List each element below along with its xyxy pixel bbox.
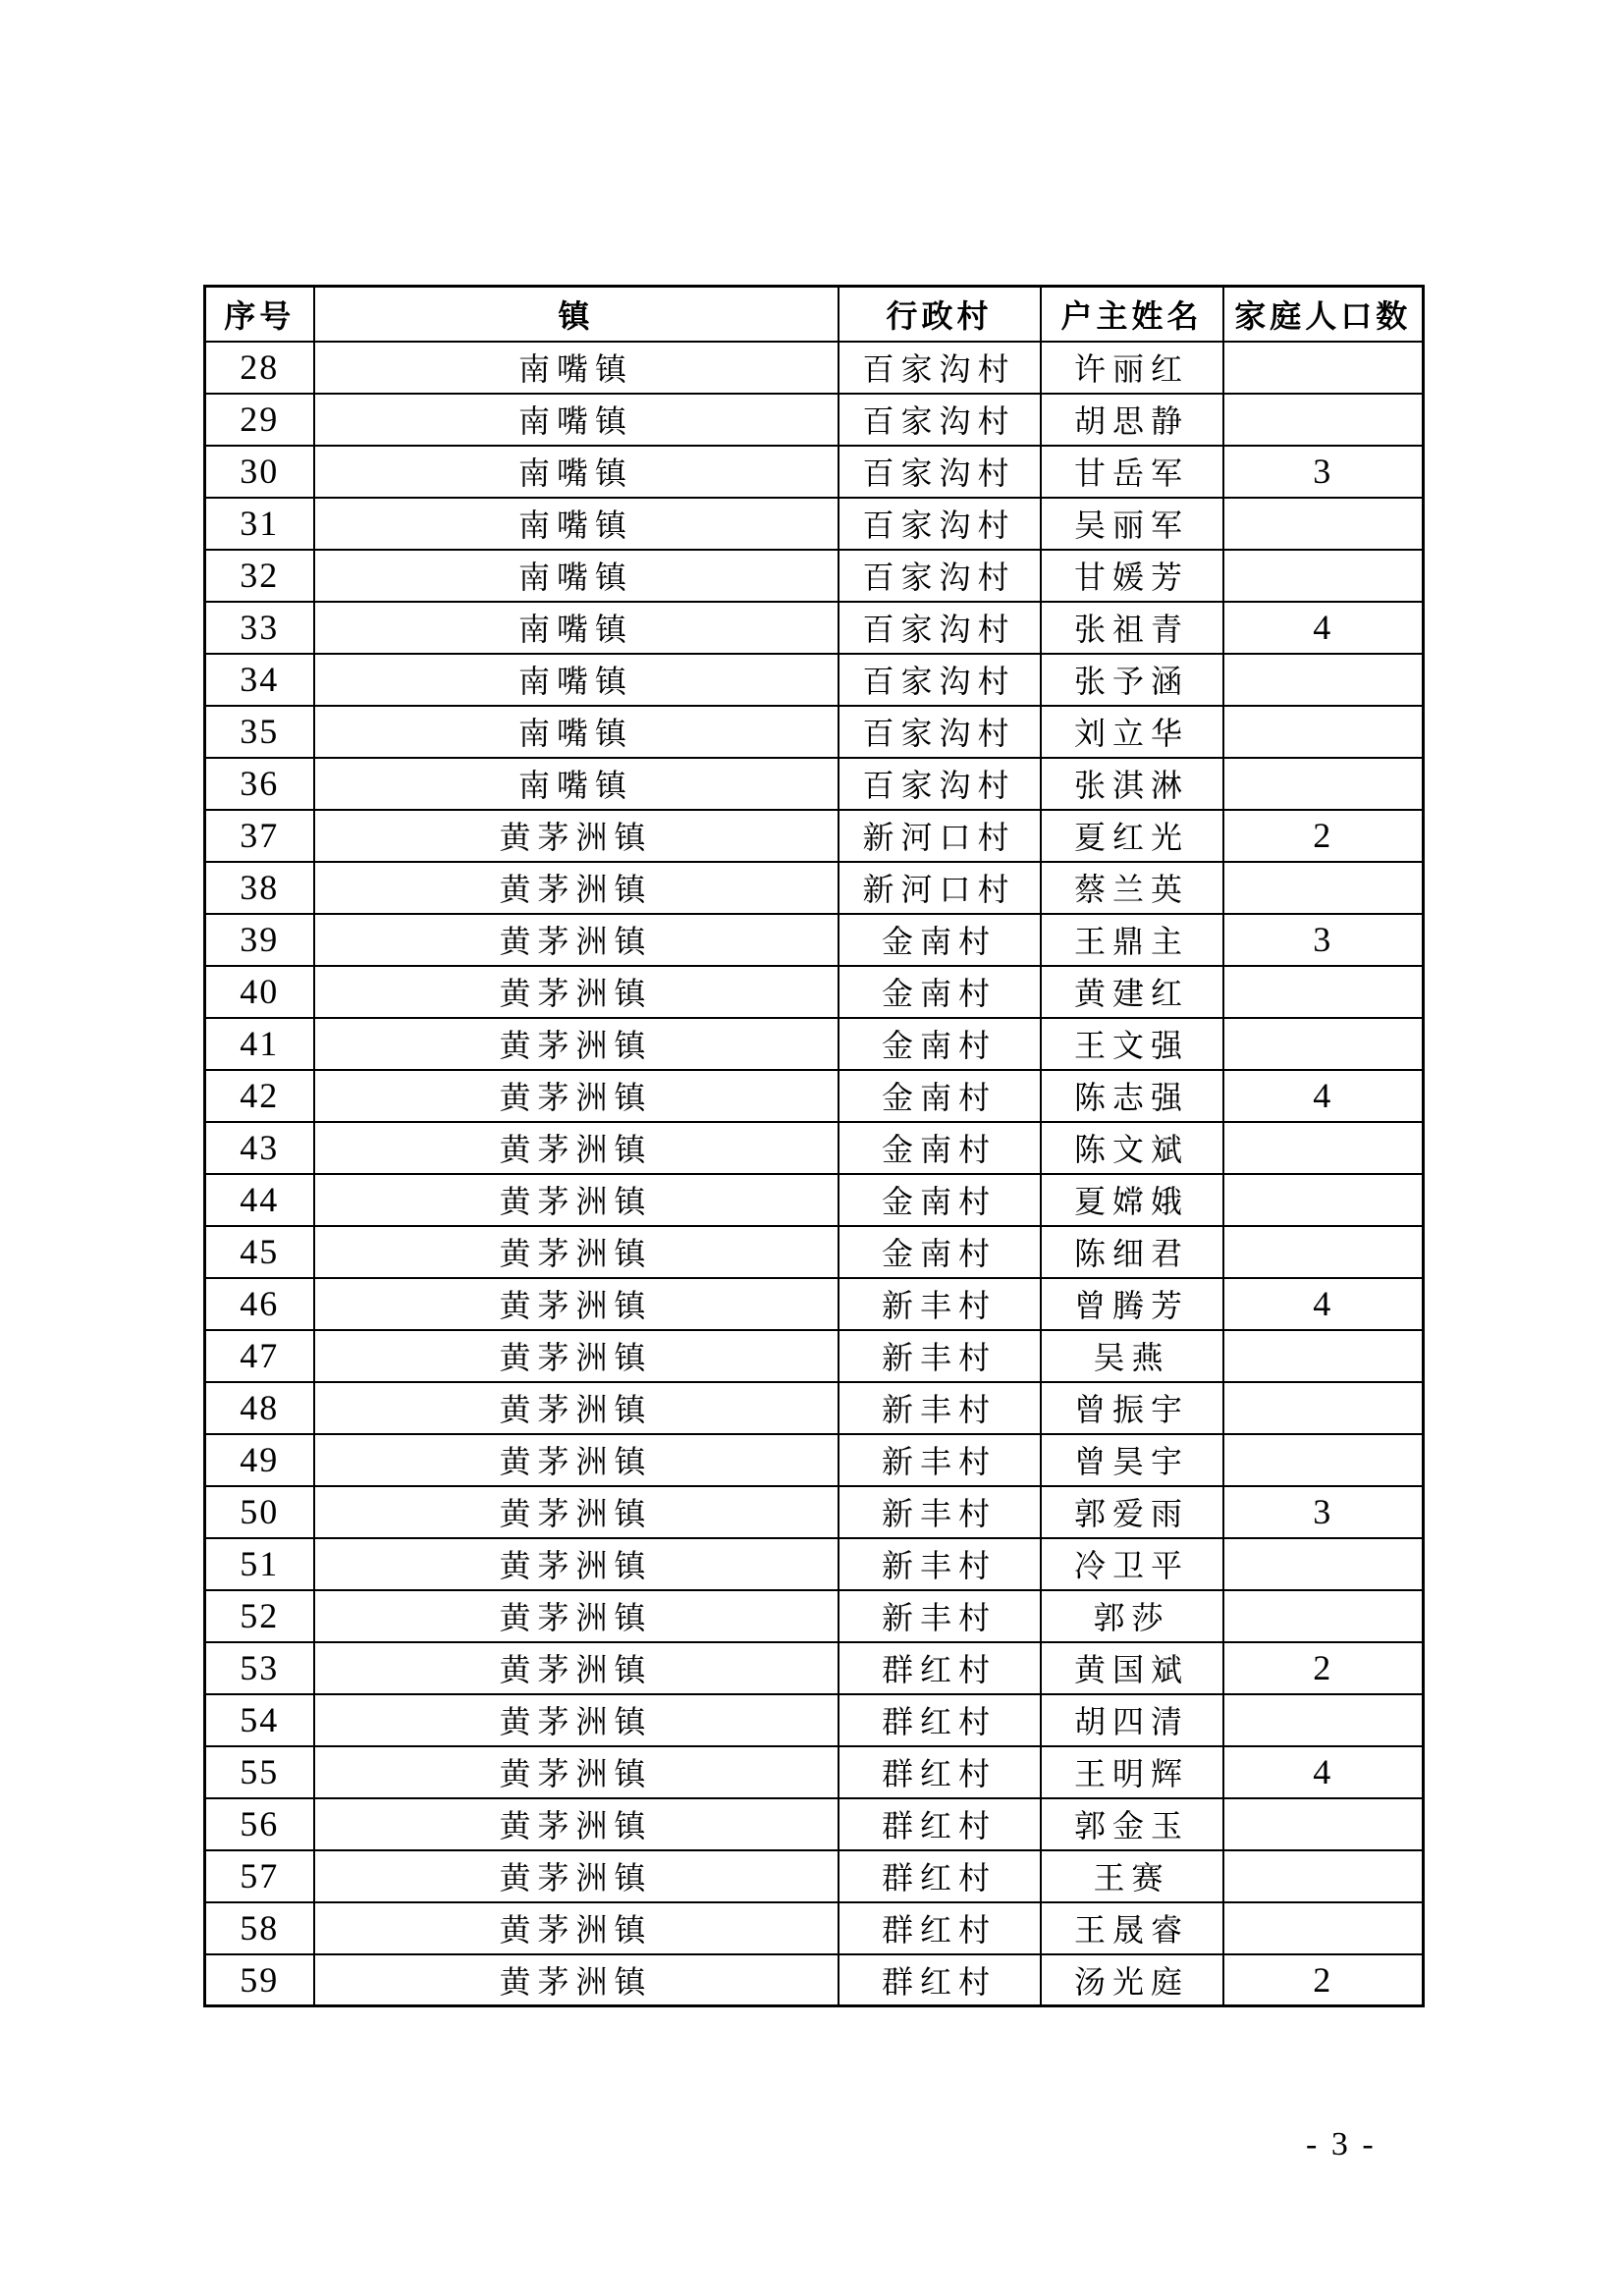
name-cell: 夏红光 xyxy=(1041,810,1223,862)
table-row xyxy=(205,1954,1424,2006)
name-cell: 甘媛芳 xyxy=(1041,550,1223,602)
name-cell: 曾昊宇 xyxy=(1041,1434,1223,1486)
town-cell: 黄茅洲镇 xyxy=(314,1538,839,1590)
serial-cell: 28 xyxy=(205,342,314,394)
village-cell: 新丰村 xyxy=(839,1538,1041,1590)
table-row xyxy=(205,1746,1424,1798)
village-cell: 金南村 xyxy=(839,1122,1041,1174)
count-cell xyxy=(1223,394,1424,446)
table-body xyxy=(205,342,1424,2006)
village-cell: 金南村 xyxy=(839,914,1041,966)
table-row xyxy=(205,1590,1424,1642)
village-cell: 群红村 xyxy=(839,1746,1041,1798)
serial-cell: 29 xyxy=(205,394,314,446)
serial-cell: 37 xyxy=(205,810,314,862)
table-header xyxy=(205,287,1424,342)
name-cell: 汤光庭 xyxy=(1041,1954,1223,2006)
serial-cell: 36 xyxy=(205,758,314,810)
town-cell: 黄茅洲镇 xyxy=(314,966,839,1018)
count-cell xyxy=(1223,1434,1424,1486)
village-cell: 金南村 xyxy=(839,1174,1041,1226)
header-serial: 序号 xyxy=(205,287,314,342)
town-cell: 黄茅洲镇 xyxy=(314,1278,839,1330)
count-cell: 3 xyxy=(1223,914,1424,966)
table-row xyxy=(205,342,1424,394)
name-cell: 王鼎主 xyxy=(1041,914,1223,966)
town-cell: 南嘴镇 xyxy=(314,342,839,394)
town-cell: 南嘴镇 xyxy=(314,498,839,550)
serial-cell: 49 xyxy=(205,1434,314,1486)
count-cell: 2 xyxy=(1223,1954,1424,2006)
table-row xyxy=(205,394,1424,446)
town-cell: 南嘴镇 xyxy=(314,706,839,758)
count-cell xyxy=(1223,1122,1424,1174)
name-cell: 王文强 xyxy=(1041,1018,1223,1070)
count-cell xyxy=(1223,706,1424,758)
name-cell: 黄建红 xyxy=(1041,966,1223,1018)
name-cell: 刘立华 xyxy=(1041,706,1223,758)
town-cell: 南嘴镇 xyxy=(314,446,839,498)
town-cell: 黄茅洲镇 xyxy=(314,1954,839,2006)
header-town: 镇 xyxy=(314,287,839,342)
table-row xyxy=(205,1226,1424,1278)
count-cell xyxy=(1223,1174,1424,1226)
count-cell xyxy=(1223,1330,1424,1382)
serial-cell: 55 xyxy=(205,1746,314,1798)
name-cell: 郭爱雨 xyxy=(1041,1486,1223,1538)
serial-cell: 33 xyxy=(205,602,314,654)
name-cell: 吴燕 xyxy=(1041,1330,1223,1382)
serial-cell: 52 xyxy=(205,1590,314,1642)
serial-cell: 35 xyxy=(205,706,314,758)
town-cell: 黄茅洲镇 xyxy=(314,862,839,914)
serial-cell: 50 xyxy=(205,1486,314,1538)
serial-cell: 32 xyxy=(205,550,314,602)
table-row xyxy=(205,1018,1424,1070)
header-family-size: 家庭人口数 xyxy=(1223,287,1424,342)
village-cell: 金南村 xyxy=(839,1226,1041,1278)
table-row xyxy=(205,446,1424,498)
village-cell: 新河口村 xyxy=(839,810,1041,862)
village-cell: 百家沟村 xyxy=(839,342,1041,394)
serial-cell: 30 xyxy=(205,446,314,498)
village-cell: 新河口村 xyxy=(839,862,1041,914)
name-cell: 张淇淋 xyxy=(1041,758,1223,810)
village-cell: 百家沟村 xyxy=(839,446,1041,498)
count-cell xyxy=(1223,1798,1424,1850)
count-cell xyxy=(1223,862,1424,914)
table-row xyxy=(205,1122,1424,1174)
town-cell: 黄茅洲镇 xyxy=(314,1018,839,1070)
village-cell: 新丰村 xyxy=(839,1434,1041,1486)
name-cell: 冷卫平 xyxy=(1041,1538,1223,1590)
village-cell: 百家沟村 xyxy=(839,550,1041,602)
name-cell: 吴丽军 xyxy=(1041,498,1223,550)
table-row xyxy=(205,1486,1424,1538)
serial-cell: 54 xyxy=(205,1694,314,1746)
count-cell xyxy=(1223,1226,1424,1278)
town-cell: 黄茅洲镇 xyxy=(314,1590,839,1642)
name-cell: 郭金玉 xyxy=(1041,1798,1223,1850)
count-cell: 4 xyxy=(1223,1746,1424,1798)
table-row xyxy=(205,706,1424,758)
serial-cell: 51 xyxy=(205,1538,314,1590)
village-cell: 百家沟村 xyxy=(839,498,1041,550)
count-cell xyxy=(1223,1018,1424,1070)
town-cell: 南嘴镇 xyxy=(314,394,839,446)
table-row xyxy=(205,1278,1424,1330)
count-cell xyxy=(1223,1694,1424,1746)
table-row xyxy=(205,1330,1424,1382)
name-cell: 郭莎 xyxy=(1041,1590,1223,1642)
village-cell: 新丰村 xyxy=(839,1382,1041,1434)
town-cell: 黄茅洲镇 xyxy=(314,1226,839,1278)
page-number: - 3 - xyxy=(1306,2126,1377,2163)
serial-cell: 43 xyxy=(205,1122,314,1174)
serial-cell: 39 xyxy=(205,914,314,966)
table-row xyxy=(205,862,1424,914)
table-row xyxy=(205,1798,1424,1850)
count-cell xyxy=(1223,550,1424,602)
serial-cell: 40 xyxy=(205,966,314,1018)
table-row xyxy=(205,1694,1424,1746)
serial-cell: 47 xyxy=(205,1330,314,1382)
serial-cell: 34 xyxy=(205,654,314,706)
table-row xyxy=(205,498,1424,550)
town-cell: 黄茅洲镇 xyxy=(314,1382,839,1434)
village-cell: 群红村 xyxy=(839,1798,1041,1850)
table-row xyxy=(205,1642,1424,1694)
table-row xyxy=(205,550,1424,602)
village-cell: 金南村 xyxy=(839,966,1041,1018)
table-row xyxy=(205,1850,1424,1902)
town-cell: 南嘴镇 xyxy=(314,550,839,602)
header-row xyxy=(205,287,1424,342)
town-cell: 南嘴镇 xyxy=(314,654,839,706)
village-cell: 群红村 xyxy=(839,1642,1041,1694)
serial-cell: 59 xyxy=(205,1954,314,2006)
name-cell: 夏嫦娥 xyxy=(1041,1174,1223,1226)
town-cell: 黄茅洲镇 xyxy=(314,1902,839,1954)
count-cell: 2 xyxy=(1223,810,1424,862)
town-cell: 黄茅洲镇 xyxy=(314,1434,839,1486)
table-row xyxy=(205,1174,1424,1226)
name-cell: 胡四清 xyxy=(1041,1694,1223,1746)
name-cell: 陈文斌 xyxy=(1041,1122,1223,1174)
serial-cell: 56 xyxy=(205,1798,314,1850)
town-cell: 黄茅洲镇 xyxy=(314,1798,839,1850)
header-householder: 户主姓名 xyxy=(1041,287,1223,342)
town-cell: 南嘴镇 xyxy=(314,758,839,810)
name-cell: 蔡兰英 xyxy=(1041,862,1223,914)
name-cell: 许丽红 xyxy=(1041,342,1223,394)
table-row xyxy=(205,1382,1424,1434)
name-cell: 黄国斌 xyxy=(1041,1642,1223,1694)
name-cell: 张予涵 xyxy=(1041,654,1223,706)
town-cell: 黄茅洲镇 xyxy=(314,914,839,966)
serial-cell: 45 xyxy=(205,1226,314,1278)
count-cell xyxy=(1223,1382,1424,1434)
table-row xyxy=(205,1070,1424,1122)
town-cell: 南嘴镇 xyxy=(314,602,839,654)
village-cell: 新丰村 xyxy=(839,1590,1041,1642)
serial-cell: 57 xyxy=(205,1850,314,1902)
count-cell: 4 xyxy=(1223,1278,1424,1330)
serial-cell: 44 xyxy=(205,1174,314,1226)
household-table xyxy=(203,285,1425,2007)
name-cell: 王赛 xyxy=(1041,1850,1223,1902)
name-cell: 陈细君 xyxy=(1041,1226,1223,1278)
table-row xyxy=(205,758,1424,810)
count-cell xyxy=(1223,1902,1424,1954)
table-row xyxy=(205,966,1424,1018)
village-cell: 百家沟村 xyxy=(839,394,1041,446)
count-cell: 2 xyxy=(1223,1642,1424,1694)
count-cell xyxy=(1223,342,1424,394)
town-cell: 黄茅洲镇 xyxy=(314,810,839,862)
serial-cell: 31 xyxy=(205,498,314,550)
serial-cell: 46 xyxy=(205,1278,314,1330)
name-cell: 曾腾芳 xyxy=(1041,1278,1223,1330)
count-cell: 3 xyxy=(1223,1486,1424,1538)
table-row xyxy=(205,654,1424,706)
name-cell: 胡思静 xyxy=(1041,394,1223,446)
village-cell: 金南村 xyxy=(839,1070,1041,1122)
village-cell: 百家沟村 xyxy=(839,654,1041,706)
count-cell: 4 xyxy=(1223,1070,1424,1122)
village-cell: 群红村 xyxy=(839,1902,1041,1954)
town-cell: 黄茅洲镇 xyxy=(314,1070,839,1122)
town-cell: 黄茅洲镇 xyxy=(314,1174,839,1226)
serial-cell: 58 xyxy=(205,1902,314,1954)
town-cell: 黄茅洲镇 xyxy=(314,1746,839,1798)
village-cell: 百家沟村 xyxy=(839,758,1041,810)
serial-cell: 42 xyxy=(205,1070,314,1122)
village-cell: 新丰村 xyxy=(839,1486,1041,1538)
table-row xyxy=(205,1902,1424,1954)
count-cell xyxy=(1223,1590,1424,1642)
table-row xyxy=(205,914,1424,966)
name-cell: 甘岳军 xyxy=(1041,446,1223,498)
serial-cell: 38 xyxy=(205,862,314,914)
table-row xyxy=(205,602,1424,654)
name-cell: 王晟睿 xyxy=(1041,1902,1223,1954)
count-cell xyxy=(1223,1850,1424,1902)
town-cell: 黄茅洲镇 xyxy=(314,1330,839,1382)
serial-cell: 41 xyxy=(205,1018,314,1070)
town-cell: 黄茅洲镇 xyxy=(314,1642,839,1694)
count-cell: 3 xyxy=(1223,446,1424,498)
count-cell xyxy=(1223,498,1424,550)
village-cell: 新丰村 xyxy=(839,1330,1041,1382)
count-cell xyxy=(1223,1538,1424,1590)
village-cell: 百家沟村 xyxy=(839,602,1041,654)
table-row xyxy=(205,810,1424,862)
count-cell: 4 xyxy=(1223,602,1424,654)
village-cell: 金南村 xyxy=(839,1018,1041,1070)
table-row xyxy=(205,1538,1424,1590)
name-cell: 王明辉 xyxy=(1041,1746,1223,1798)
village-cell: 百家沟村 xyxy=(839,706,1041,758)
name-cell: 陈志强 xyxy=(1041,1070,1223,1122)
serial-cell: 48 xyxy=(205,1382,314,1434)
town-cell: 黄茅洲镇 xyxy=(314,1694,839,1746)
town-cell: 黄茅洲镇 xyxy=(314,1122,839,1174)
name-cell: 曾振宇 xyxy=(1041,1382,1223,1434)
village-cell: 群红村 xyxy=(839,1694,1041,1746)
header-village: 行政村 xyxy=(839,287,1041,342)
name-cell: 张祖青 xyxy=(1041,602,1223,654)
count-cell xyxy=(1223,654,1424,706)
town-cell: 黄茅洲镇 xyxy=(314,1486,839,1538)
table-row xyxy=(205,1434,1424,1486)
village-cell: 群红村 xyxy=(839,1954,1041,2006)
serial-cell: 53 xyxy=(205,1642,314,1694)
village-cell: 群红村 xyxy=(839,1850,1041,1902)
town-cell: 黄茅洲镇 xyxy=(314,1850,839,1902)
village-cell: 新丰村 xyxy=(839,1278,1041,1330)
count-cell xyxy=(1223,758,1424,810)
count-cell xyxy=(1223,966,1424,1018)
